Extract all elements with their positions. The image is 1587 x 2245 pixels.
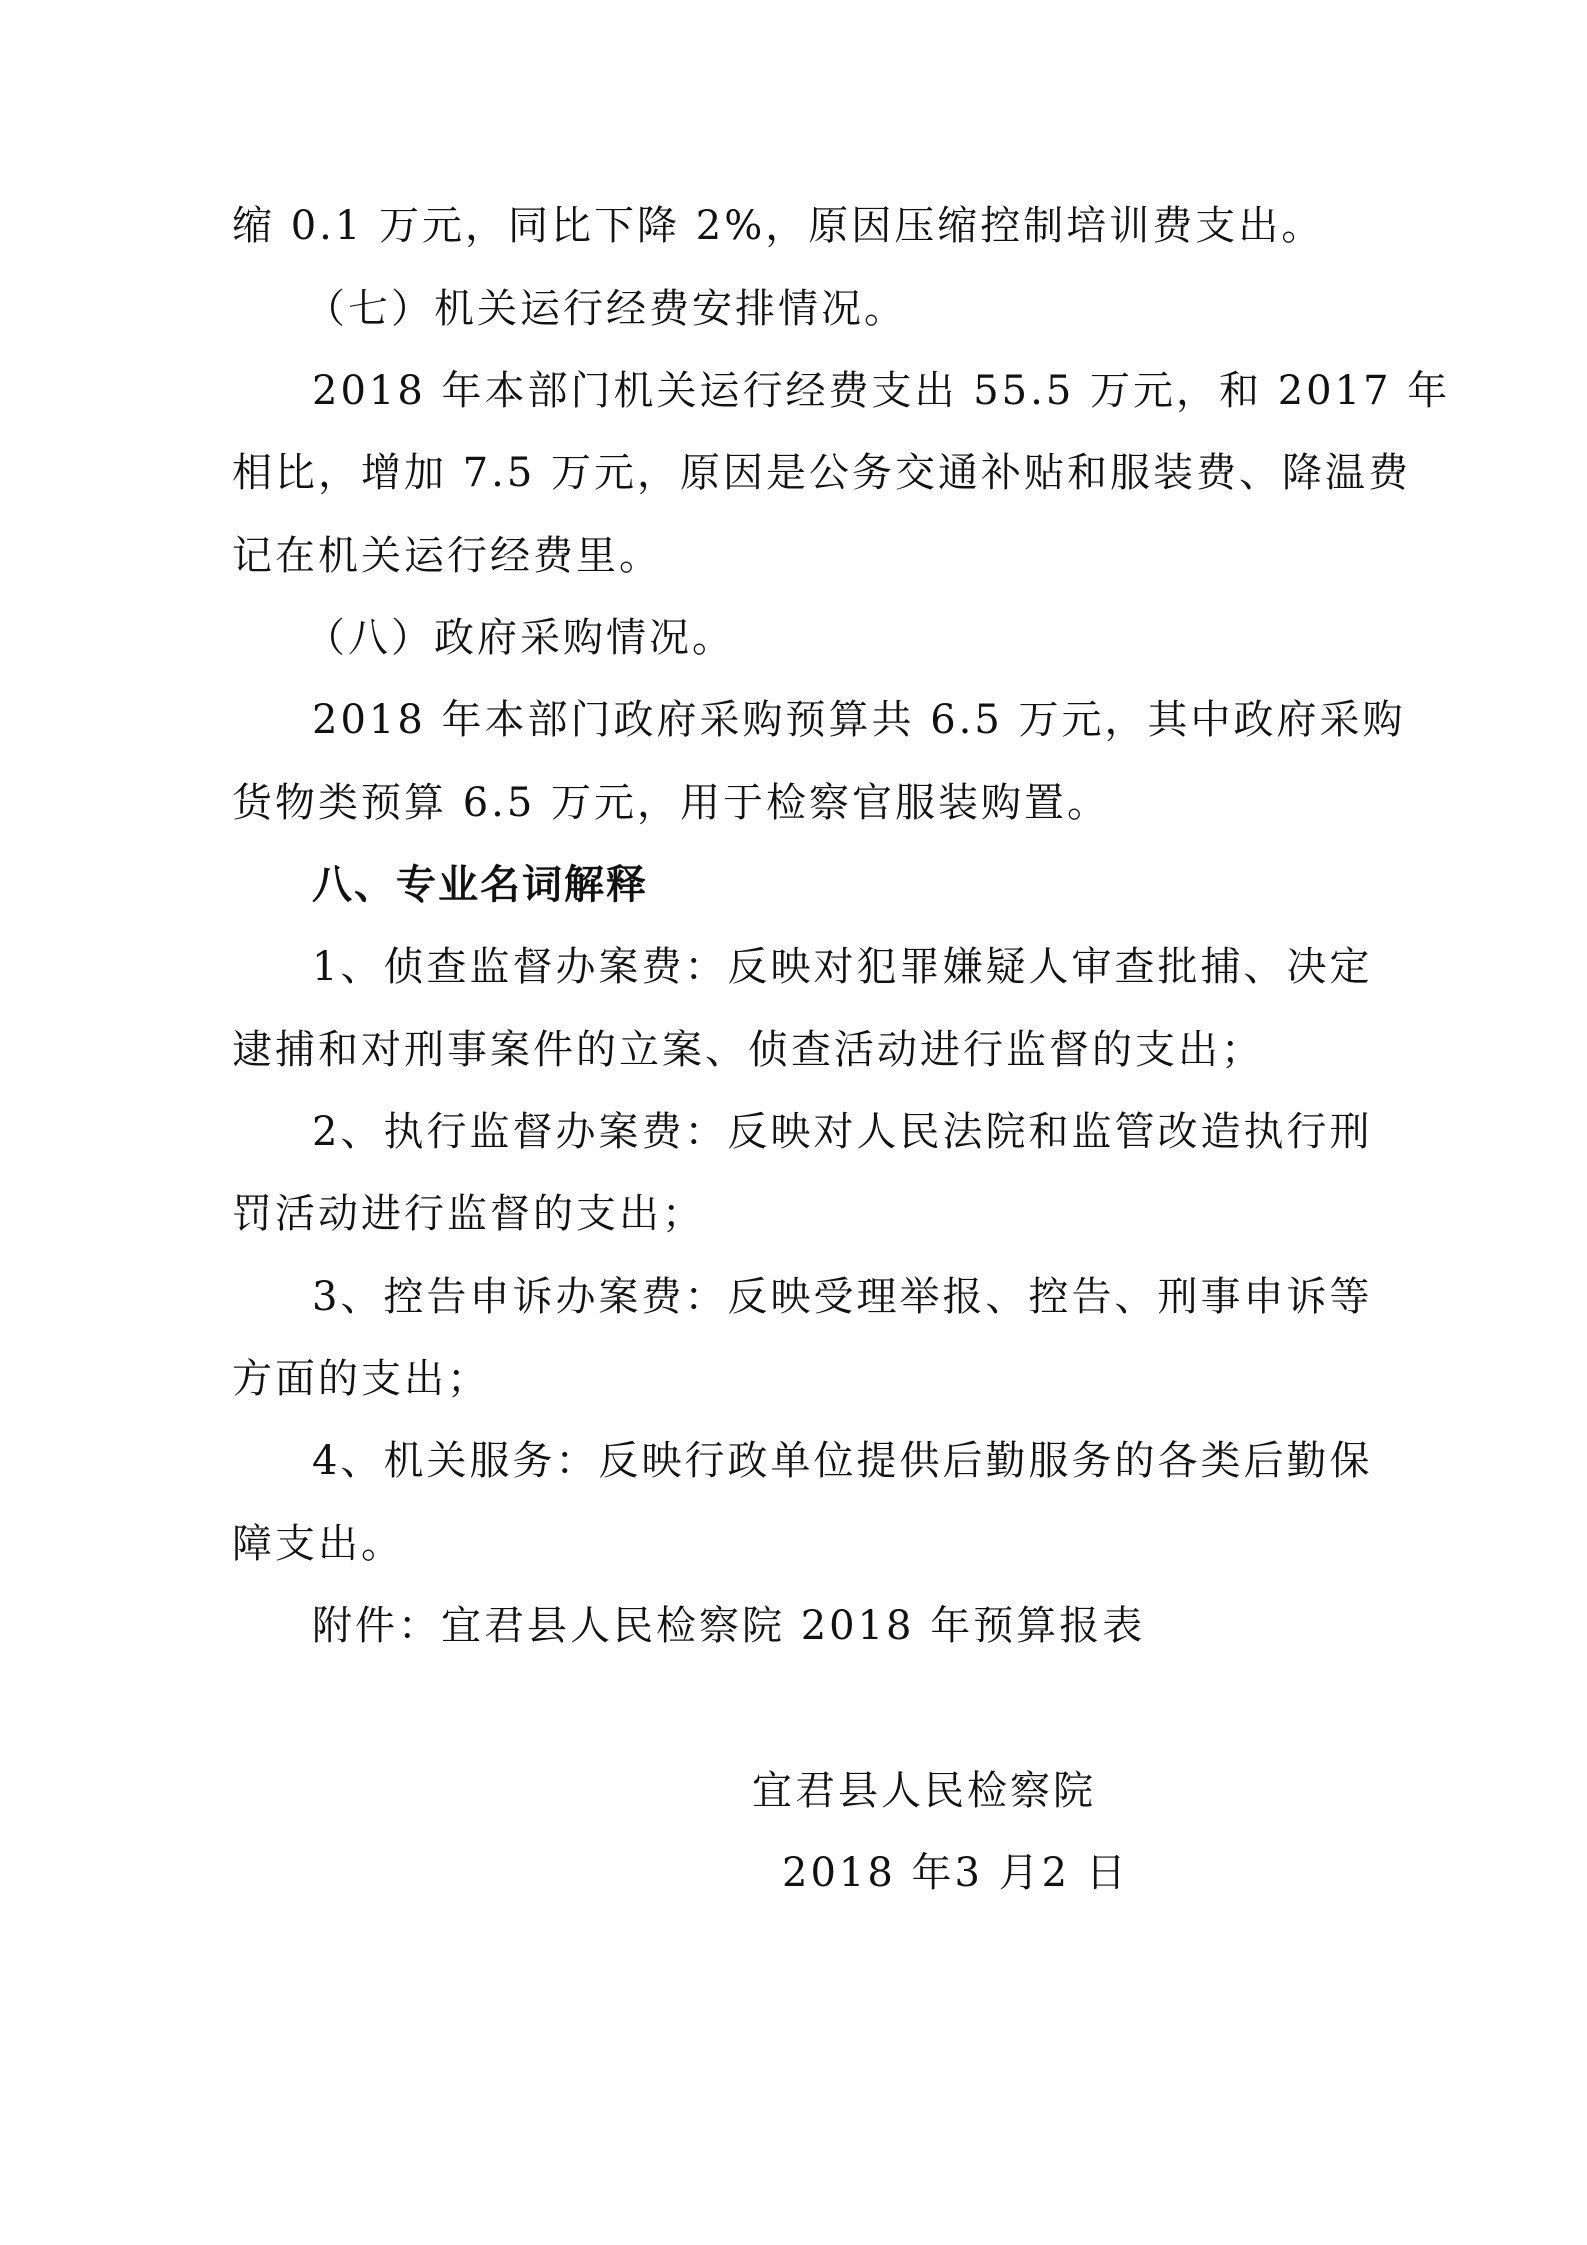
attachment-note: 附件：宜君县人民检察院 2018 年预算报表 [312,1603,1146,1649]
body-text-line: 相比，增加 7.5 万元，原因是公务交通补贴和服装费、降温费 [232,450,1412,496]
section-subheading: （七）机关运行经费安排情况。 [305,286,907,332]
body-text-line: 记在机关运行经费里。 [232,533,662,579]
section-heading: 八、专业名词解释 [312,862,648,908]
section-subheading: （八）政府采购情况。 [305,615,735,661]
body-text-line: 2018 年本部门政府采购预算共 6.5 万元，其中政府采购 [312,697,1406,743]
definition-line: 3、控告申诉办案费：反映受理举报、控告、刑事申诉等 [312,1274,1373,1320]
definition-line: 2、执行监督办案费：反映对人民法院和监管改造执行刑 [312,1109,1373,1155]
definition-line: 障支出。 [232,1521,404,1567]
definition-line: 1、侦查监督办案费：反映对犯罪嫌疑人审查批捕、决定 [312,944,1373,990]
signature-org: 宜君县人民检察院 [752,1768,1096,1814]
body-text-line: 缩 0.1 万元，同比下降 2%，原因压缩控制培训费支出。 [232,203,1325,249]
definition-line: 方面的支出； [232,1356,490,1402]
body-text-line: 2018 年本部门机关运行经费支出 55.5 万元，和 2017 年 [312,368,1451,414]
signature-date: 2018 年3 月2 日 [782,1850,1129,1896]
definition-line: 逮捕和对刑事案件的立案、侦查活动进行监督的支出； [232,1027,1264,1073]
definition-line: 4、机关服务：反映行政单位提供后勤服务的各类后勤保 [312,1438,1373,1484]
definition-line: 罚活动进行监督的支出； [232,1191,705,1237]
body-text-line: 货物类预算 6.5 万元，用于检察官服装购置。 [232,780,1111,826]
